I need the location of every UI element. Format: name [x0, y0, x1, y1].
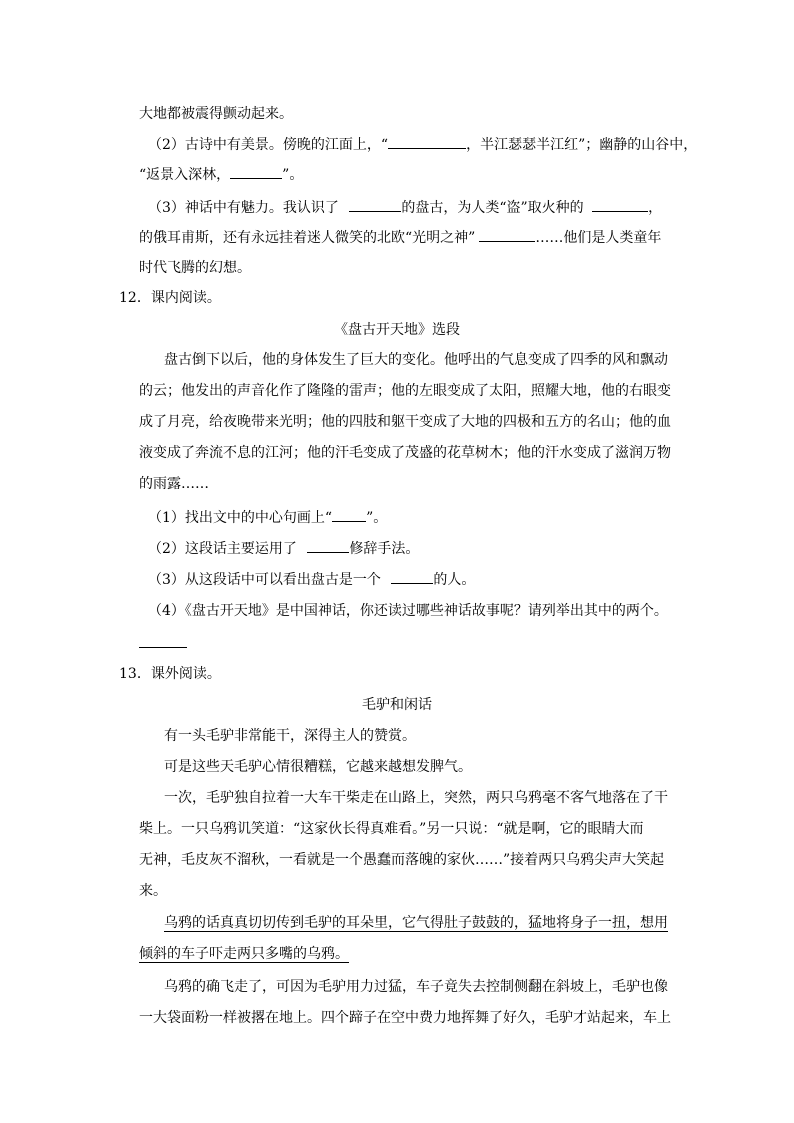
q11-item3-blank1[interactable]: [349, 197, 401, 212]
q11-item3-blank3[interactable]: [479, 227, 535, 242]
q11-item3-line1: [148, 197, 662, 217]
q12-sub4-answer-blank[interactable]: [139, 633, 187, 648]
q12-sub1-text-b: ”。: [366, 510, 388, 526]
q11-item3-line3: 时代飞腾的幻想。: [139, 260, 251, 276]
q12-para-line2: 的云；他发出的声音化作了隆隆的雷声；他的左眼变成了太阳，照耀大地，他的右眼变: [139, 383, 671, 399]
q13-heading: 13．课外阅读。: [119, 666, 221, 682]
q13-p3-line4: 来。: [139, 883, 167, 899]
q12-sub1-text-a: （1）找出文中的中心句画上“: [148, 510, 333, 526]
q11-item3-text-d: 的俄耳甫斯，还有永远挂着迷人微笑的北欧“光明之神”: [139, 230, 476, 246]
q12-sub3: [148, 569, 475, 589]
q11-item3-text-e: ……他们是人类童年: [535, 230, 662, 246]
q11-item2-line1: [148, 134, 697, 154]
q12-para-line4: 液变成了奔流不息的江河；他的汗毛变成了茂盛的花草树木；他的汗水变成了滋润万物: [139, 445, 671, 461]
q12-sub2-text-a: （2）这段话主要运用了: [148, 541, 302, 557]
q13-p2: 可是这些天毛驴心情很糟糕，它越来越想发脾气。: [164, 759, 472, 775]
q12-sub1-blank[interactable]: [332, 507, 366, 522]
q12-sub2-blank[interactable]: [307, 538, 349, 553]
q13-p4-underlined-1: 乌鸦的话真真切切传到毛驴的耳朵里，它气得肚子鼓鼓的，猛地将身子一扭，想用: [164, 915, 668, 931]
q13-p3-line3: 无神，毛皮灰不溜秋，一看就是一个愚蠢而落魄的家伙……”接着两只乌鸦尖声大笑起: [139, 852, 665, 868]
q13-p5-line1: 乌鸦的确飞走了，可因为毛驴用力过猛，车子竟失去控制侧翻在斜坡上，毛驴也像: [164, 979, 668, 995]
q12-sub3-text-b: 的人。: [433, 572, 476, 588]
q11-item3-text-b: 的盘古，为人类“盗”取火种的: [401, 200, 589, 216]
q11-item2-text-d: ”。: [282, 167, 304, 183]
q12-sub2: [148, 538, 419, 558]
q12-sub2-text-b: 修辞手法。: [349, 541, 420, 557]
q11-item2-blank1[interactable]: [388, 134, 466, 149]
q11-item2-blank2[interactable]: [230, 164, 282, 179]
q11-item3-line2: [139, 227, 661, 247]
q12-sub3-text-a: （3）从这段话中可以看出盘古是一个: [148, 572, 386, 588]
q12-sub4: （4）《盘古开天地》是中国神话，你还读过哪些神话故事呢？请列举出其中的两个。: [148, 603, 668, 619]
q11-item3-text-c: ，: [648, 200, 663, 216]
q13-p3-line2: 柴上。一只乌鸦讥笑道：“这家伙长得真难看。”另一只说：“就是啊，它的眼睛大而: [139, 821, 644, 837]
q13-p4-underlined-2: 倾斜的车子吓走两只多嘴的乌鸦。: [139, 946, 349, 962]
q12-title: 《盘古开天地》选段: [334, 322, 460, 338]
q11-item2-line2: [139, 164, 303, 184]
q11-item2-text-b: ，半江瑟瑟半江红”；幽静的山谷中，: [466, 137, 698, 153]
q12-sub1: [148, 507, 387, 527]
q11-item3-text-a: （3）神话中有魅力。我认识了: [148, 200, 344, 216]
q12-heading: 12．课内阅读。: [119, 290, 221, 306]
q12-sub3-blank[interactable]: [391, 569, 433, 584]
q11-item2-text-a: （2）古诗中有美景。傍晚的江面上，“: [148, 137, 389, 153]
q13-p5-line2: 一大袋面粉一样被撂在地上。四个蹄子在空中费力地挥舞了好久，毛驴才站起来，车上: [139, 1010, 671, 1026]
q11-item3-blank2[interactable]: [592, 197, 648, 212]
q12-para-line5: 的雨露……: [139, 476, 209, 492]
q13-p4-line2: [139, 944, 349, 964]
q11-line1: 大地都被震得颤动起来。: [139, 106, 293, 122]
q12-para-line1: 盘古倒下以后，他的身体发生了巨大的变化。他呼出的气息变成了四季的风和飘动: [164, 352, 668, 368]
q13-p3-line1: 一次，毛驴独自拉着一大车干柴走在山路上，突然，两只乌鸦毫不客气地落在了干: [164, 790, 668, 806]
q13-title: 毛驴和闲话: [362, 697, 432, 713]
q11-item2-text-c: “返景入深林，: [139, 167, 231, 183]
q13-p1: 有一头毛驴非常能干，深得主人的赞赏。: [164, 728, 416, 744]
q13-p4-line1: [164, 913, 668, 933]
q12-para-line3: 成了月亮，给夜晚带来光明；他的四肢和躯干变成了大地的四极和五方的名山；他的血: [139, 414, 671, 430]
